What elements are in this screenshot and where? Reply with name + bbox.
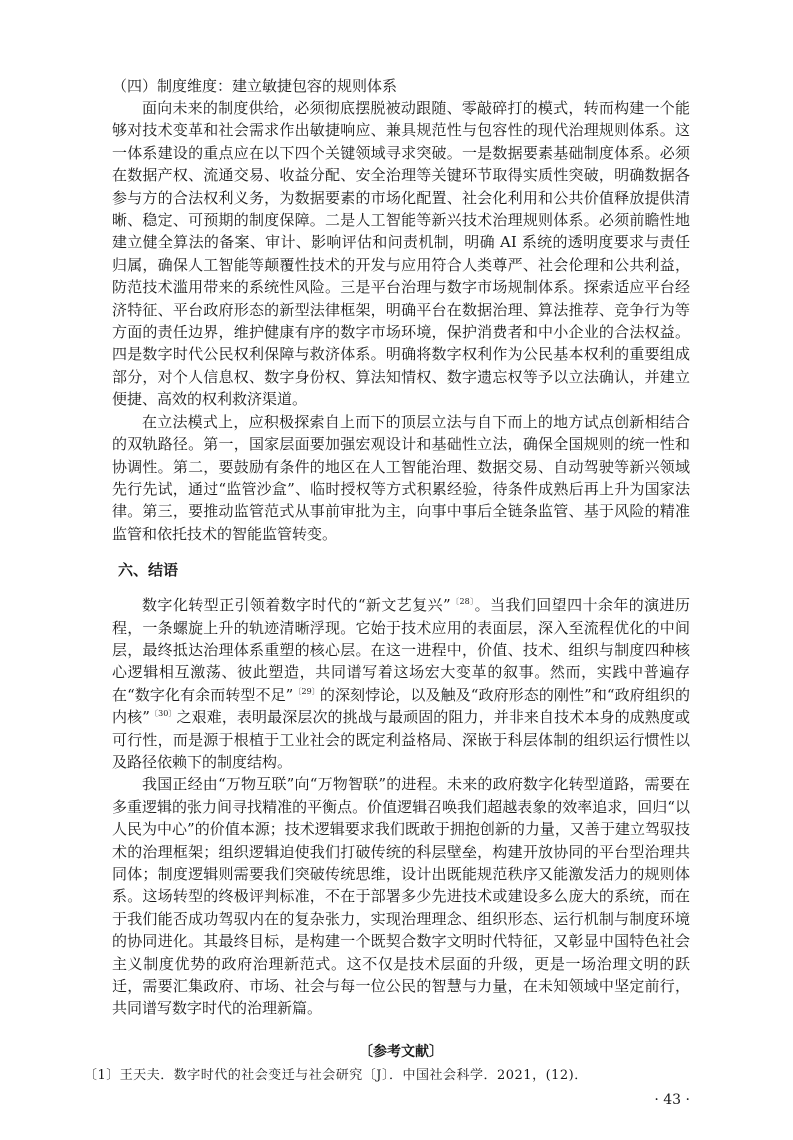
section-heading: 六、结语 <box>118 561 179 580</box>
citation-29[interactable]: 〔29〕 <box>293 686 320 696</box>
text: 的深刻悖论，以及触及“政府形态的刚性”和“政府组织的内核” <box>112 685 691 727</box>
references-heading: 〔参考文献〕 <box>359 1043 443 1060</box>
paragraph: 在立法模式上，应积极探索自上而下的顶层立法与自下而上的地方试点创新相结合的双轨路径。第一，国家层面要加强宏观设计和基础性立法，确保全国规则的统一性和协调性。第二，要鼓励有条件的地区在人工智能治理、数据交易、自动驾驶等新兴领域先行先试，通过“监管沙盒”、临时授权等方式积累经验，待条件成熟后再上升为国家法律。第三，要推动监管范式从事前审批为主，向事中事后全链条监管、基于风险的精准监管和依托技术的智能监管转变。 <box>112 412 690 543</box>
reference-item: 〔1〕王天夫．数字时代的社会变迁与社会研究〔J〕．中国社会科学．2021，(12)． <box>84 1067 588 1083</box>
paragraph: 面向未来的制度供给，必须彻底摆脱被动跟随、零敲碎打的模式，转而构建一个能够对技术变革和社会需求作出敏捷响应、兼具规范性与包容性的现代治理规则体系。这一体系建设的重点应在以下四个关键领域寻求突破。一是数据要素基础制度体系。必须在数据产权、流通交易、收益分配、安全治理等关键环节取得实质性突破，明确数据各参与方的合法权利义务，为数据要素的市场化配置、社会化利用和公共价值释放提供清晰、稳定、可预期的制度保障。二是人工智能等新兴技术治理规则体系。必须前瞻性地建立健全算法的备案、审计、影响评估和问责机制，明确 AI 系统的透明度要求与责任归属，确保人工智能等颠覆性技术的开发与应用符合人类尊严、社会伦理和公共利益，防范技术滥用带来的系统性风险。三是平台治理与数字市场规制体系。探索适应平台经济特征、平台政府形态的新型法律框架，明确平台在数据治理、算法推荐、竞争行为等方面的责任边界，维护健康有序的数字市场环境，保护消费者和中小企业的合法权益。四是数字时代公民权利保障与救济体系。明确将数字权利作为公民基本权利的重要组成部分，对个人信息权、数字身份权、算法知情权、数字遗忘权等予以立法确认，并建立便捷、高效的权利救济渠道。 <box>112 99 690 409</box>
paragraph <box>112 594 690 773</box>
citation-28[interactable]: 〔28〕 <box>450 597 475 607</box>
text: 。当我们回望四十余年的演进历程，一条螺旋上升的轨迹清晰浮现。它始于技术应用的表面层，深入至流程优化的中间层，最终抵达治理体系重塑的核心层。在这一进程中，价值、技术、组织与制度四种核心逻辑相互激荡、彼此塑造，共同谱写着这场宏大变革的叙事。然而，实践中普遍存在“数字化有余而转型不足” <box>112 596 690 704</box>
paragraph: 我国正经由“万物互联”向“万物智联”的进程。未来的政府数字化转型道路，需要在多重逻辑的张力间寻找精准的平衡点。价值逻辑召唤我们超越表象的效率追求，回归“以人民为中心”的价值本源；技术逻辑要求我们既敢于拥抱创新的力量，又善于建立驾驭技术的治理框架；组织逻辑迫使我们打破传统的科层壁垒，构建开放协同的平台型治理共同体；制度逻辑则需要我们突破传统思维，设计出既能规范秩序又能激发活力的规则体系。这场转型的终极评判标准，不在于部署多少先进技术或建设多么庞大的系统，而在于我们能否成功驾驭内在的复杂张力，实现治理理念、组织形态、运行机制与制度环境的协同进化。其最终目标，是构建一个既契合数字文明时代特征，又彰显中国特色社会主义制度优势的政府治理新范式。这不仅是技术层面的升级，更是一场治理文明的跃迁，需要汇集政府、市场、社会与每一位公民的智慧与力量，在未知领域中坚定前行，共同谱写数字时代的治理新篇。 <box>112 775 690 1018</box>
citation-30[interactable]: 〔30〕 <box>149 709 177 719</box>
text: 数字化转型正引领着数字时代的“新文艺复兴” <box>142 596 451 615</box>
subsection-heading: （四）制度维度：建立敏捷包容的规则体系 <box>112 77 398 95</box>
article-body <box>84 0 691 1140</box>
text: 之艰难，表明最深层次的挑战与最顽固的阻力，并非来自技术本身的成熟度或可行性，而是源于根植于工业社会的既定利益格局、深嵌于科层体制的组织运行惯性以及路径依赖下的制度结构。 <box>112 708 690 771</box>
page-number: · 43 · <box>654 1091 690 1108</box>
